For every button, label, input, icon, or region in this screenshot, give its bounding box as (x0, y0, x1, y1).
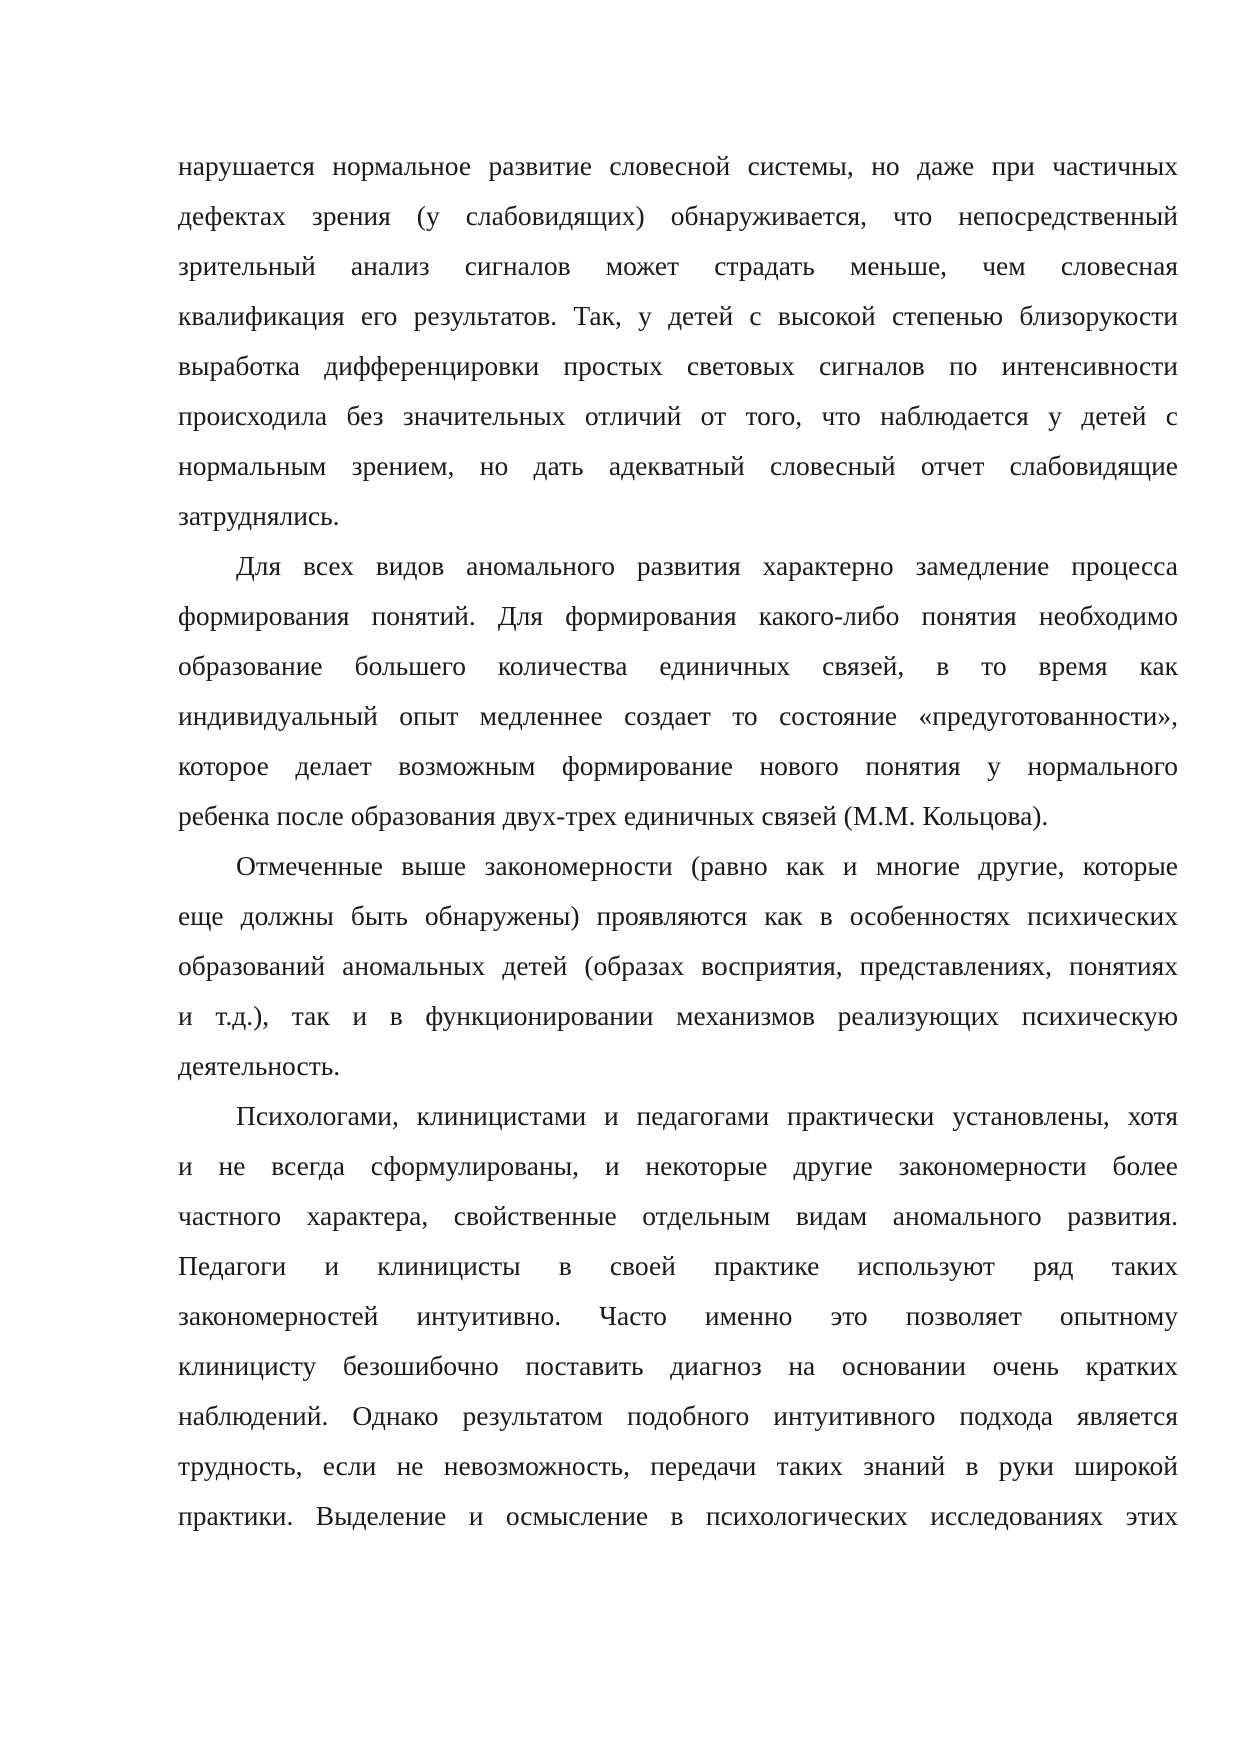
text-line: трудность, если не невозможность, передачи таких знаний в руки широкой (178, 1450, 1178, 1481)
text-line: нормальным зрением, но дать адекватный словесный отчет слабовидящие (178, 450, 1178, 481)
text-line: формирования понятий. Для формирования какого-либо понятия необходимо (178, 600, 1178, 631)
text-line: Педагоги и клиницисты в своей практике используют ряд таких (178, 1250, 1178, 1281)
text-line: происходила без значительных отличий от того, что наблюдается у детей с (178, 400, 1178, 431)
text-line: и т.д.), так и в функционировании механизмов реализующих психическую (178, 1000, 1178, 1031)
text-line: образование большего количества единичных связей, в то время как (178, 650, 1178, 681)
text-line: клиницисту безошибочно поставить диагноз на основании очень кратких (178, 1350, 1178, 1381)
text-line: выработка дифференцировки простых световых сигналов по интенсивности (178, 350, 1178, 381)
document-page (178, 141, 1178, 1541)
text-line: затруднялись. (178, 500, 340, 531)
text-line: и не всегда сформулированы, и некоторые другие закономерности более (178, 1150, 1178, 1181)
paragraph-2 (178, 541, 1178, 841)
text-line: частного характера, свойственные отдельным видам аномального развития. (178, 1200, 1178, 1231)
text-line: которое делает возможным формирование нового понятия у нормального (178, 750, 1178, 781)
text-line: дефектах зрения (у слабовидящих) обнаруживается, что непосредственный (178, 200, 1178, 231)
text-line: еще должны быть обнаружены) проявляются как в особенностях психических (178, 900, 1178, 931)
paragraph-4 (178, 1091, 1178, 1541)
text-line: ребенка после образования двух-трех единичных связей (М.М. Кольцова). (178, 800, 1049, 831)
text-line: зрительный анализ сигналов может страдать меньше, чем словесная (178, 250, 1178, 281)
text-line: квалификация его результатов. Так, у детей с высокой степенью близорукости (178, 300, 1178, 331)
text-line: Отмеченные выше закономерности (равно как и многие другие, которые (236, 850, 1178, 881)
text-line: индивидуальный опыт медленнее создает то состояние «предуготованности», (178, 700, 1178, 731)
text-line: практики. Выделение и осмысление в психологических исследованиях этих (178, 1500, 1178, 1531)
text-line: Для всех видов аномального развития характерно замедление процесса (236, 550, 1178, 581)
text-line: деятельность. (178, 1050, 341, 1081)
text-line: нарушается нормальное развитие словесной системы, но даже при частичных (178, 150, 1178, 181)
text-line: Психологами, клиницистами и педагогами практически установлены, хотя (236, 1100, 1178, 1131)
paragraph-3 (178, 841, 1178, 1091)
text-line: образований аномальных детей (образах восприятия, представлениях, понятиях (178, 950, 1178, 981)
paragraph-1 (178, 141, 1178, 541)
text-line: закономерностей интуитивно. Часто именно это позволяет опытному (178, 1300, 1178, 1331)
text-line: наблюдений. Однако результатом подобного интуитивного подхода является (178, 1400, 1178, 1431)
